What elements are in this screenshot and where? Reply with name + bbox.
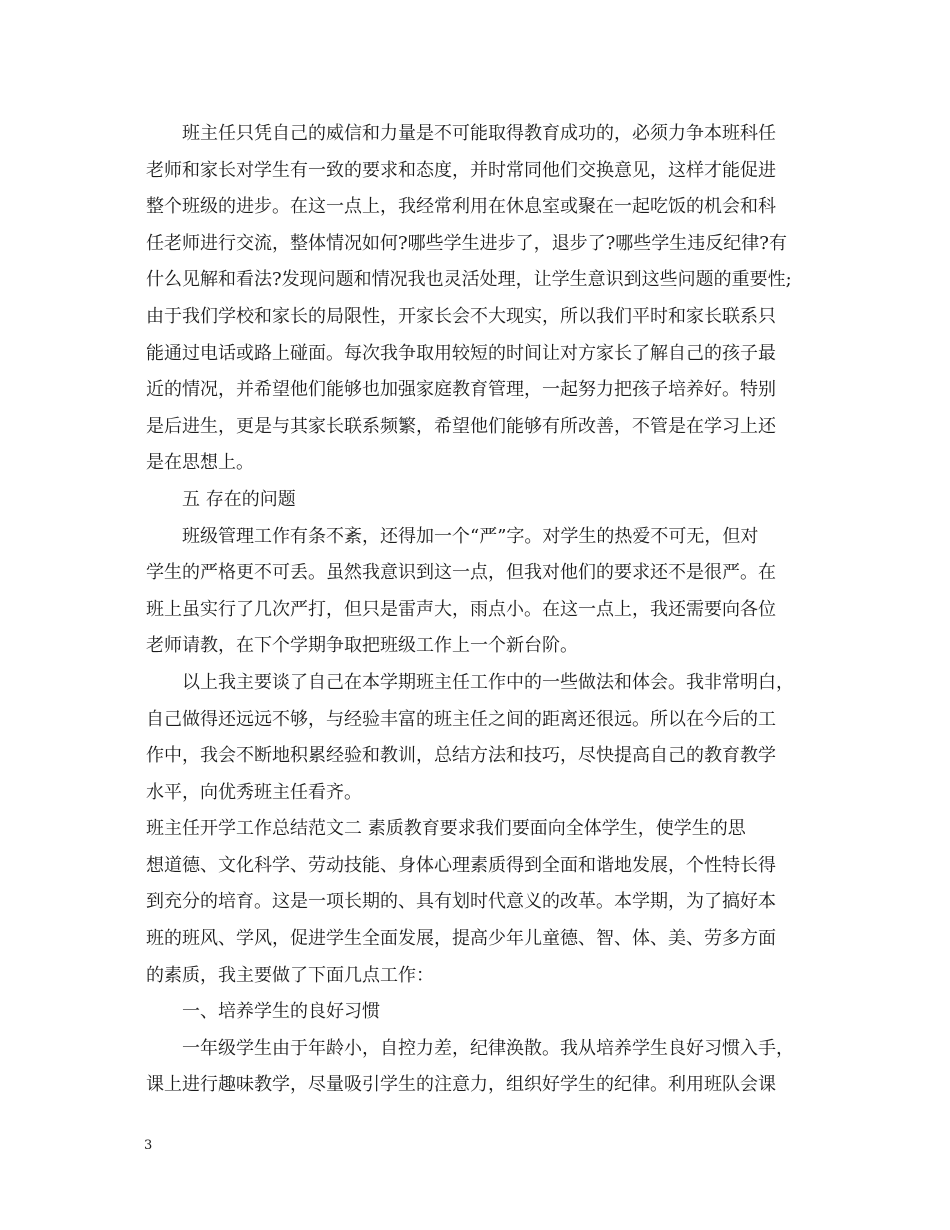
text-line: 是后进生，更是与其家长联系频繁，希望他们能够有所改善，不管是在学习上还 — [146, 415, 776, 437]
text-line: 自己做得还远远不够，与经验丰富的班主任之间的距离还很远。所以在今后的工 — [146, 708, 776, 730]
text-line: 以上我主要谈了自己在本学期班主任工作中的一些做法和体会。我非常明白， — [182, 671, 794, 693]
text-line: 水平，向优秀班主任看齐。 — [146, 781, 362, 803]
text-line: 老师请教，在下个学期争取把班级工作上一个新台阶。 — [146, 635, 578, 657]
text-line: 一、培养学生的良好习惯 — [182, 1001, 380, 1023]
text-line: 五 存在的问题 — [182, 488, 296, 510]
text-line: 班的班风、学风，促进学生全面发展，提高少年儿童德、智、体、美、劳多方面 — [146, 928, 776, 950]
text-line: 班主任只凭自己的威信和力量是不可能取得教育成功的，必须力争本班科任 — [182, 123, 776, 144]
text-line: 班级管理工作有条不紊，还得加一个“严”字。对学生的热爱不可无，但对 — [182, 525, 759, 547]
text-line: 老师和家长对学生有一致的要求和态度，并时常同他们交换意见，这样才能促进 — [146, 159, 776, 181]
text-line: 学生的严格更不可丢。虽然我意识到这一点，但我对他们的要求还不是很严。在 — [146, 562, 776, 584]
text-line: 近的情况，并希望他们能够也加强家庭教育管理，一起努力把孩子培养好。特别 — [146, 379, 776, 401]
text-line: 什么见解和看法?发现问题和情况我也灵活处理，让学生意识到这些问题的重要性; — [146, 269, 792, 291]
document-body — [146, 116, 816, 1104]
text-line: 班主任开学工作总结范文二 素质教育要求我们要面向全体学生，使学生的思 — [146, 818, 746, 840]
text-line: 由于我们学校和家长的局限性，开家长会不大现实，所以我们平时和家长联系只 — [146, 305, 776, 327]
text-line: 课上进行趣味教学，尽量吸引学生的注意力，组织好学生的纪律。利用班队会课 — [146, 1074, 776, 1096]
text-line: 能通过电话或路上碰面。每次我争取用较短的时间让对方家长了解自己的孩子最 — [146, 342, 776, 364]
text-line: 任老师进行交流，整体情况如何?哪些学生进步了，退步了?哪些学生违反纪律?有 — [146, 232, 787, 254]
text-line: 是在思想上。 — [146, 452, 254, 474]
text-line: 班上虽实行了几次严打，但只是雷声大，雨点小。在这一点上，我还需要向各位 — [146, 598, 776, 620]
text-line: 到充分的培育。这是一项长期的、具有划时代意义的改革。本学期，为了搞好本 — [146, 891, 776, 913]
text-line: 整个班级的进步。在这一点上，我经常利用在休息室或聚在一起吃饭的机会和科 — [146, 196, 776, 218]
text-line: 想道德、文化科学、劳动技能、身体心理素质得到全面和谐地发展，个性特长得 — [146, 854, 776, 876]
text-line: 作中，我会不断地积累经验和教训，总结方法和技巧，尽快提高自己的教育教学 — [146, 745, 776, 767]
text-line: 的素质，我主要做了下面几点工作： — [146, 964, 434, 986]
page-number: 3 — [144, 1138, 153, 1153]
text-line: 一年级学生由于年龄小，自控力差，纪律涣散。我从培养学生良好习惯入手， — [182, 1037, 794, 1059]
